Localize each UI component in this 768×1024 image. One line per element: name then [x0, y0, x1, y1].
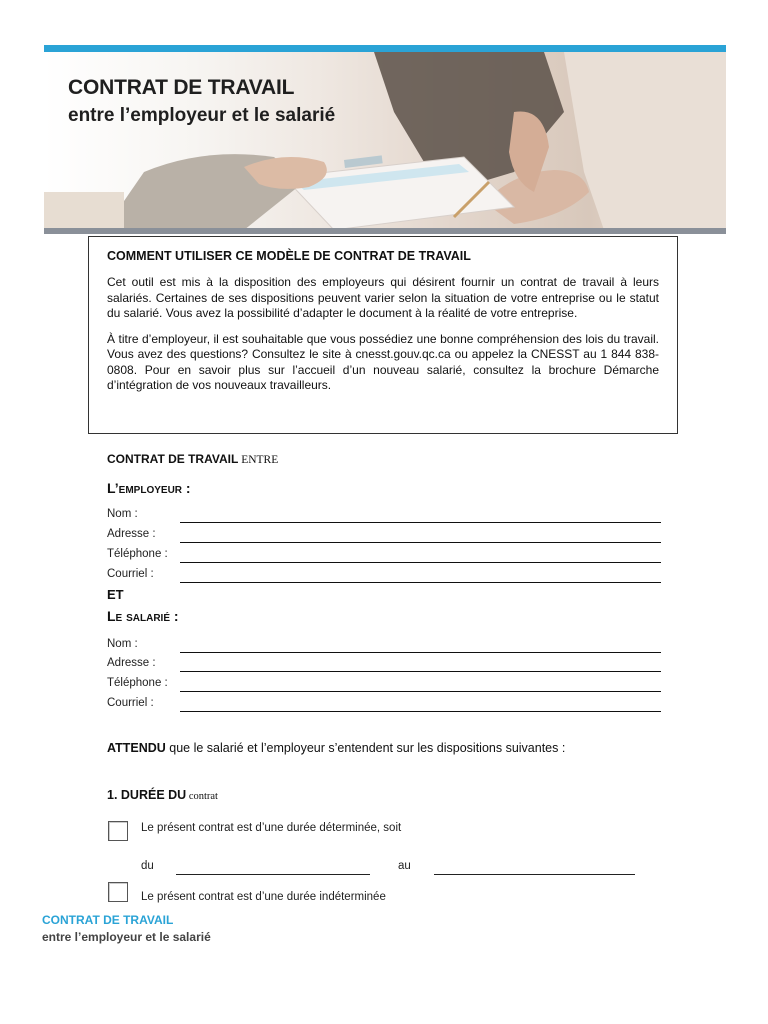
employer-phone-field[interactable]	[107, 548, 661, 566]
instructions-paragraph-1: Cet outil est mis à la disposition des employeurs qui désirent fournir un contrat de travail à leurs salariés. Certaines de ses dispositions peuvent varier selon la situation de votre entreprise ou le statut du salarié. Vous avez la possibilité d’adapter le document à la réalité de votre entreprise.	[107, 275, 659, 320]
contract-intro-rest: ENTRE	[238, 454, 279, 466]
whereas-rest: que le salarié et l’employeur s’entendent sur les dispositions suivantes :	[165, 741, 566, 755]
to-label: au	[398, 860, 411, 872]
to-date-line[interactable]	[434, 874, 635, 875]
employee-email-field[interactable]	[107, 697, 661, 715]
field-label: Adresse :	[107, 528, 156, 540]
contract-intro	[107, 452, 278, 466]
fill-line[interactable]	[180, 671, 661, 672]
field-label: Nom :	[107, 638, 138, 650]
field-label: Adresse :	[107, 657, 156, 669]
fill-line[interactable]	[180, 522, 661, 523]
duration-heading-bold: 1. DURÉE DU	[107, 788, 187, 802]
and-separator: ET	[107, 587, 124, 602]
fixed-term-checkbox[interactable]	[108, 821, 128, 841]
contract-intro-bold: CONTRAT DE TRAVAIL	[107, 452, 239, 466]
indefinite-term-label: Le présent contrat est d’une durée indéterminée	[141, 891, 386, 903]
field-label: Nom :	[107, 508, 138, 520]
document-subtitle: entre l’employeur et le salarié	[68, 105, 336, 126]
field-label: Courriel :	[107, 697, 154, 709]
field-label: Téléphone :	[107, 677, 168, 689]
document-title: CONTRAT DE TRAVAIL	[68, 76, 295, 99]
indefinite-term-checkbox[interactable]	[108, 882, 128, 902]
whereas-bold: ATTENDU	[107, 741, 166, 755]
employee-phone-field[interactable]	[107, 677, 661, 695]
banner-accent-bar	[44, 45, 726, 52]
instructions-box	[88, 236, 678, 434]
employee-address-field[interactable]	[107, 657, 661, 675]
employee-name-field[interactable]	[107, 638, 661, 656]
employer-name-field[interactable]	[107, 508, 661, 526]
fill-line[interactable]	[180, 582, 661, 583]
fill-line[interactable]	[180, 691, 661, 692]
employer-heading: L’employeur :	[107, 480, 191, 496]
field-label: Téléphone :	[107, 548, 168, 560]
employee-heading: Le salarié :	[107, 608, 179, 624]
employer-address-field[interactable]	[107, 528, 661, 546]
instructions-title: COMMENT UTILISER CE MODÈLE DE CONTRAT DE TRAVAIL	[107, 249, 471, 263]
duration-heading-small: contrat	[186, 791, 218, 802]
duration-heading	[107, 788, 218, 802]
employer-email-field[interactable]	[107, 568, 661, 586]
instructions-paragraph-2: À titre d’employeur, il est souhaitable que vous possédiez une bonne compréhension des lois du travail. Vous avez des questions? Consultez le site à cnesst.gouv.qc.ca ou appelez la CNESST au 1 844 838-0808. Pour en savoir plus sur l’accueil d’un nouveau salarié, consultez la brochure Démarche d’intégration de vos nouveaux travailleurs.	[107, 331, 659, 392]
footer-title: CONTRAT DE TRAVAIL	[42, 913, 174, 927]
from-date-line[interactable]	[176, 874, 370, 875]
footer-subtitle: entre l’employeur et le salarié	[42, 930, 211, 944]
from-label: du	[141, 860, 154, 872]
fill-line[interactable]	[180, 711, 661, 712]
whereas-clause	[107, 741, 565, 755]
fill-line[interactable]	[180, 562, 661, 563]
fill-line[interactable]	[180, 652, 661, 653]
fill-line[interactable]	[180, 542, 661, 543]
banner-bottom-bar	[44, 228, 726, 234]
field-label: Courriel :	[107, 568, 154, 580]
fixed-term-label: Le présent contrat est d’une durée déterminée, soit	[141, 822, 402, 834]
